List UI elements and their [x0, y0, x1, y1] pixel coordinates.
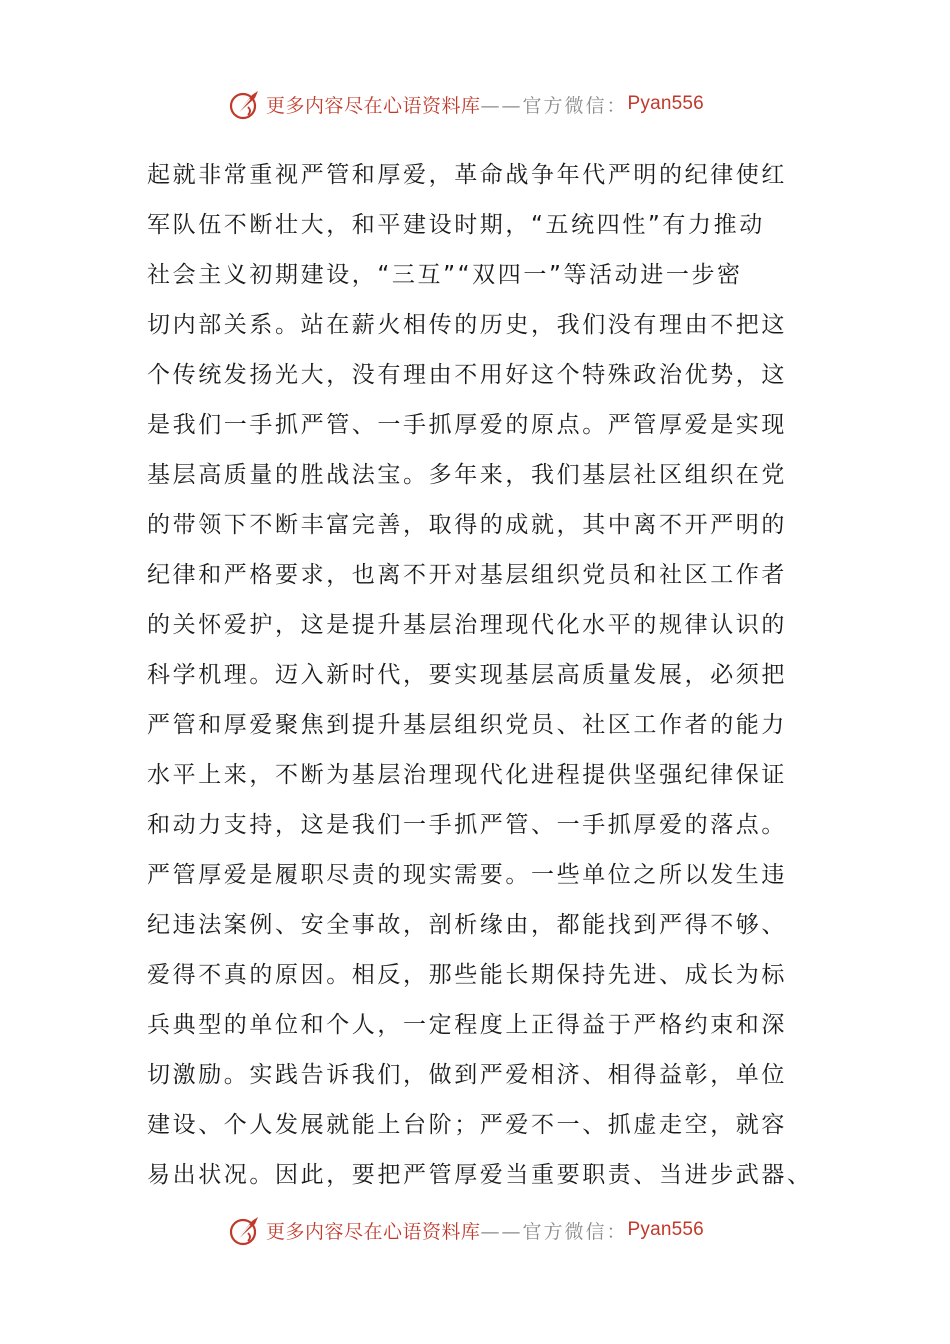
text-line: 是我们一手抓严管、一手抓厚爱的原点。严管厚爱是实现 — [147, 412, 787, 438]
text-line: 和动力支持，这是我们一手抓严管、一手抓厚爱的落点。 — [147, 812, 787, 838]
text-line: 科学机理。迈入新时代，要实现基层高质量发展，必须把 — [147, 662, 787, 688]
text-line: 基层高质量的胜战法宝。多年来，我们基层社区组织在党 — [147, 462, 787, 488]
header-banner-contact: ——官方微信： — [480, 94, 628, 117]
text-line: 社会主义初期建设，“三互”“双四一”等活动进一步密 — [147, 262, 743, 288]
text-line: 的带领下不断丰富完善，取得的成就，其中离不开严明的 — [147, 512, 787, 538]
text-line: 易出状况。因此，要把严管厚爱当重要职责、当进步武器、 — [147, 1162, 813, 1188]
text-line: 切激励。实践告诉我们，做到严爱相济、相得益彰，单位 — [147, 1062, 787, 1088]
text-line: 水平上来，不断为基层治理现代化进程提供坚强纪律保证 — [147, 762, 787, 788]
text-line: 纪律和严格要求，也离不开对基层组织党员和社区工作者 — [147, 562, 787, 588]
header-banner-text: 更多内容尽在心语资料库 — [266, 94, 481, 117]
text-line: 军队伍不断壮大，和平建设时期，“五统四性”有力推动 — [147, 212, 765, 238]
text-line: 切内部关系。站在薪火相传的历史，我们没有理由不把这 — [147, 312, 787, 338]
text-line: 起就非常重视严管和厚爱，革命战争年代严明的纪律使红 — [147, 162, 787, 188]
text-line: 个传统发扬光大，没有理由不用好这个特殊政治优势，这 — [147, 362, 787, 388]
footer-banner-contact: ——官方微信： — [480, 1220, 628, 1243]
text-line: 建设、个人发展就能上台阶；严爱不一、抓虚走空，就容 — [147, 1112, 787, 1138]
quill-pen-logo-icon — [228, 87, 262, 121]
footer-banner-text: 更多内容尽在心语资料库 — [266, 1220, 481, 1243]
text-line: 严管和厚爱聚焦到提升基层组织党员、社区工作者的能力 — [147, 712, 787, 738]
quill-pen-logo-icon — [228, 1213, 262, 1247]
body-text — [147, 150, 827, 1200]
footer-wechat-id: Pyan556 — [627, 1219, 704, 1240]
text-line: 的关怀爱护，这是提升基层治理现代化水平的规律认识的 — [147, 612, 787, 638]
text-line: 兵典型的单位和个人，一定程度上正得益于严格约束和深 — [147, 1012, 787, 1038]
text-line: 严管厚爱是履职尽责的现实需要。一些单位之所以发生违 — [147, 862, 787, 888]
footer-banner — [228, 1212, 704, 1248]
text-line: 纪违法案例、安全事故，剖析缘由，都能找到严得不够、 — [147, 912, 787, 938]
text-line: 爱得不真的原因。相反，那些能长期保持先进、成长为标 — [147, 962, 787, 988]
header-wechat-id: Pyan556 — [627, 93, 704, 114]
header-banner — [228, 86, 704, 122]
